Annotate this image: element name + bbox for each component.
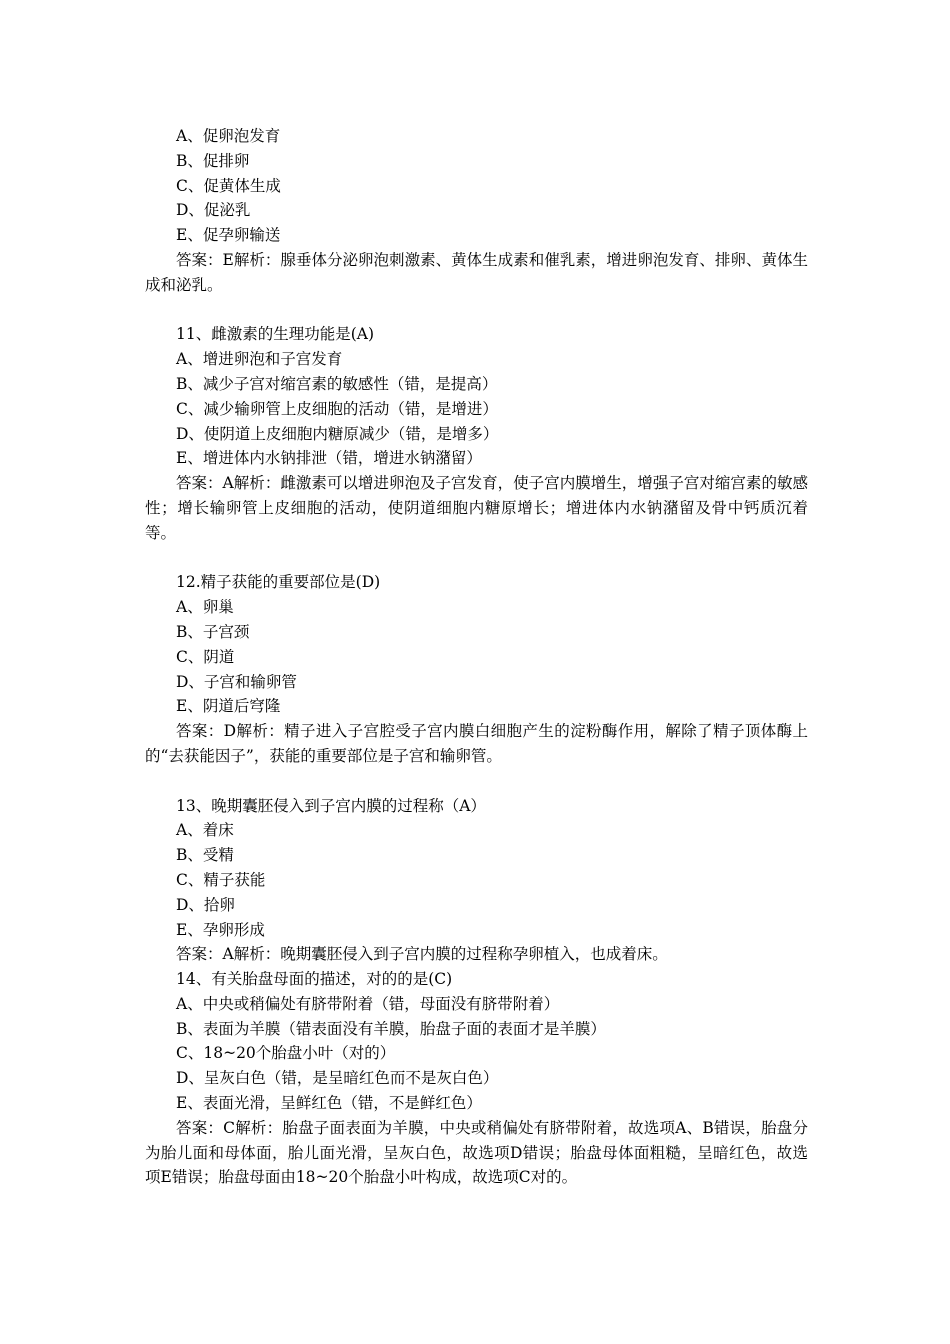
option-a: A、卵巢 <box>176 598 234 617</box>
spacer <box>145 546 808 571</box>
option-e: E、表面光滑，呈鲜红色（错，不是鲜红色） <box>176 1094 482 1113</box>
question-14-block <box>145 967 808 1190</box>
question-title: 13、晚期囊胚侵入到子宫内膜的过程称（A） <box>176 796 486 815</box>
option-b: B、促排卵 <box>176 151 250 170</box>
spacer <box>145 298 808 323</box>
question-title: 12.精子获能的重要部位是(D) <box>176 573 381 592</box>
option-d: D、拾卵 <box>176 895 235 914</box>
option-b: B、受精 <box>176 846 234 865</box>
option-e: E、阴道后穹隆 <box>176 697 281 716</box>
answer-explanation: 答案：A解析：晚期囊胚侵入到子宫内膜的过程称孕卵植入，也成着床。 <box>176 945 668 964</box>
option-c: C、促黄体生成 <box>176 176 281 195</box>
answer-explanation: 答案：D解析：精子进入子宫腔受子宫内膜白细胞产生的淀粉酶作用，解除了精子顶体酶上的“去获能因子”，获能的重要部位是子宫和输卵管。 <box>145 722 808 765</box>
answer-explanation: 答案：C解析：胎盘子面表面为羊膜，中央或稍偏处有脐带附着，故选项A、B错误，胎盘分为胎儿面和母体面，胎儿面光滑，呈灰白色，故选项D错误；胎盘母体面粗糙，呈暗红色，故选项E错误；胎盘母面由18~20个胎盘小叶构成，故选项C对的。 <box>145 1118 808 1187</box>
question-title: 14、有关胎盘母面的描述，对的的是(C) <box>176 970 453 989</box>
option-b: B、子宫颈 <box>176 622 250 641</box>
question-13-block <box>145 794 808 968</box>
option-a: A、增进卵泡和子宫发育 <box>176 350 343 369</box>
option-b: B、表面为羊膜（错表面没有羊膜，胎盘子面的表面才是羊膜） <box>176 1019 606 1038</box>
option-b: B、减少子宫对缩宫素的敏感性（错，是提高） <box>176 374 498 393</box>
option-d: D、促泌乳 <box>176 201 251 220</box>
spacer <box>145 769 808 794</box>
option-d: D、子宫和输卵管 <box>176 672 297 691</box>
option-e: E、孕卵形成 <box>176 920 265 939</box>
answer-explanation: 答案：E解析：腺垂体分泌卵泡刺激素、黄体生成素和催乳素，增进卵泡发育、排卵、黄体生成和泌乳。 <box>145 250 808 294</box>
option-d: D、呈灰白色（错，是呈暗红色而不是灰白色） <box>176 1069 499 1088</box>
question-11-block <box>145 322 808 545</box>
option-c: C、18~20个胎盘小叶（对的） <box>176 1044 396 1063</box>
option-a: A、促卵泡发育 <box>176 127 281 145</box>
option-a: A、中央或稍偏处有脐带附着（错，母面没有脐带附着） <box>176 994 560 1013</box>
option-e: E、增进体内水钠排泄（错，增进水钠潴留） <box>176 449 482 468</box>
option-d: D、使阴道上皮细胞内糖原减少（错，是增多） <box>176 424 499 443</box>
option-c: C、精子获能 <box>176 870 266 889</box>
question-title: 11、雌激素的生理功能是(A) <box>176 325 375 344</box>
option-c: C、减少输卵管上皮细胞的活动（错，是增进） <box>176 399 498 418</box>
option-a: A、着床 <box>176 821 234 840</box>
question-12-block <box>145 570 808 768</box>
option-c: C、阴道 <box>176 647 235 666</box>
question-10-block <box>145 124 808 298</box>
answer-explanation: 答案：A解析：雌激素可以增进卵泡及子宫发育，使子宫内膜增生，增强子宫对缩宫素的敏感性；增长输卵管上皮细胞的活动，使阴道细胞内糖原增长；增进体内水钠潴留及骨中钙质沉着等。 <box>145 474 808 542</box>
option-e: E、促孕卵输送 <box>176 226 281 245</box>
document-page <box>145 124 808 1190</box>
